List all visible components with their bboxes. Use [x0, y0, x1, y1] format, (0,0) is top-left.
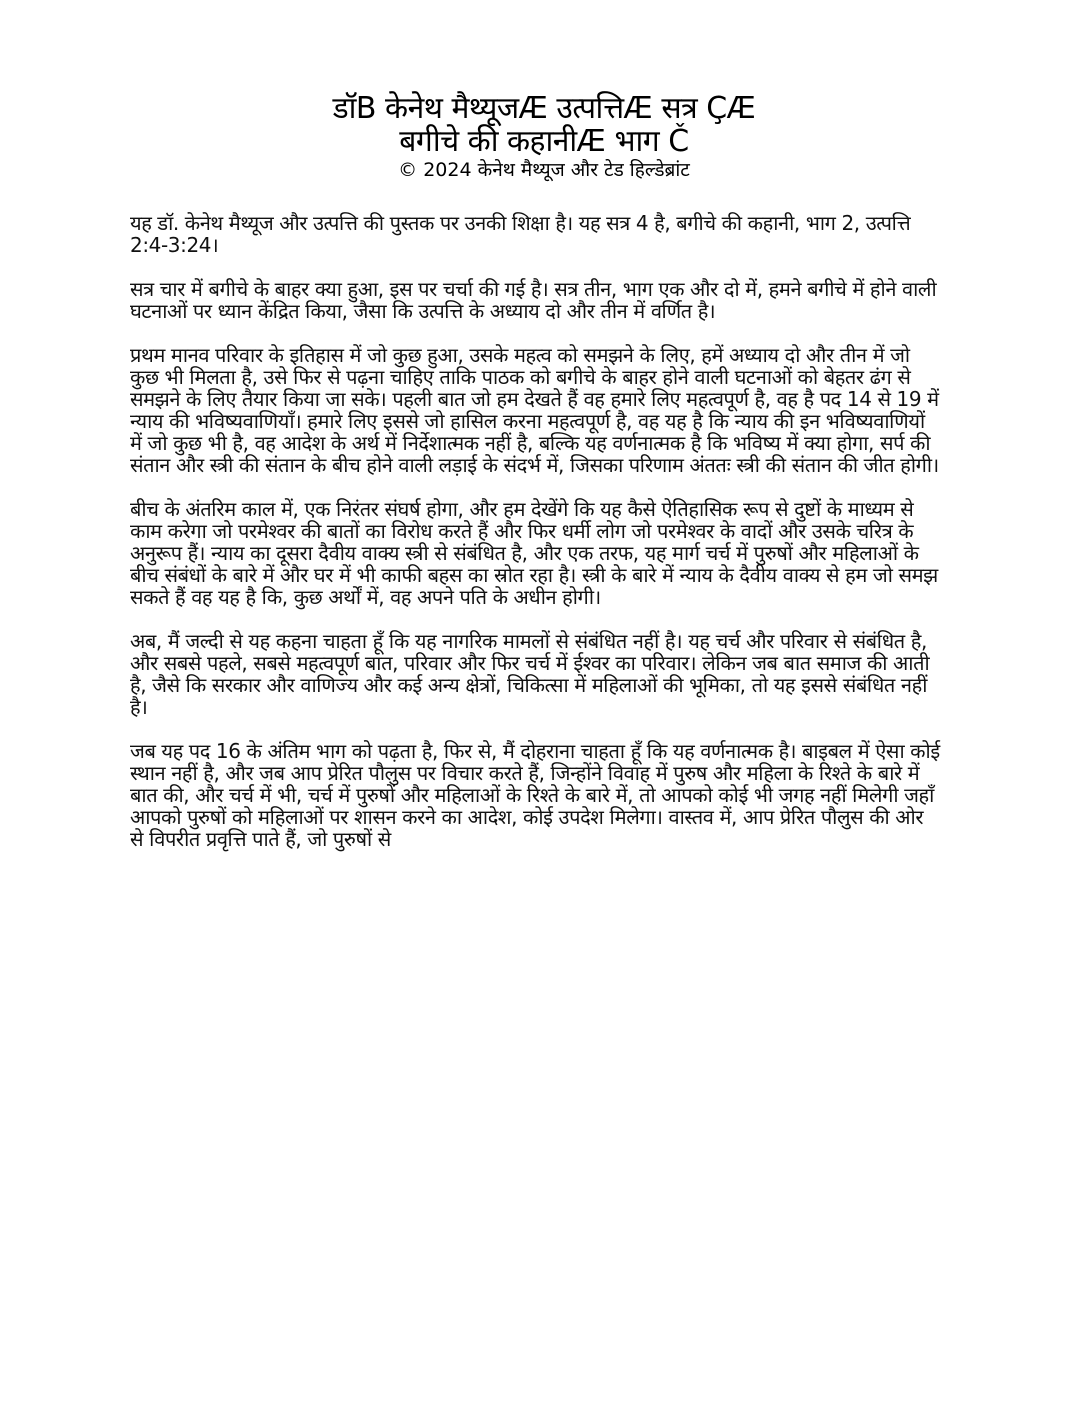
paragraph-interim-conflict: बीच के अंतरिम काल में, एक निरंतर संघर्ष होगा, और हम देखेंगे कि यह कैसे ऐतिहासिक रूप से दुष्टों के माध्यम से काम करेगा जो परमेश्वर की बातों का विरोध करते हैं और फिर धर्मी लोग जो परमेश्वर के वादों और उसके चरित्र के अनुरूप हैं। न्याय का दूसरा दैवीय वाक्य स्त्री से संबंधित है, और एक तरफ, यह मार्ग चर्च में पुरुषों और महिलाओं के बीच संबंधों के बारे में और घर में भी काफी बहस का स्रोत रहा है। स्त्री के बारे में न्याय के दैवीय वाक्य से हम जो समझ सकते हैं वह यह है कि, कुछ अर्थों में, वह अपने पति के अधीन होगी।: [130, 497, 938, 609]
paragraph-intro: यह डॉ. केनेथ मैथ्यूज और उत्पत्ति की पुस्तक पर उनकी शिक्षा है। यह सत्र 4 है, बगीचे की कहानी, भाग 2, उत्पत्ति 2:4-3:24।: [130, 211, 911, 257]
copyright-notice: © 2024 केनेथ मैथ्यूज और टेड हिल्डेब्रांट: [398, 159, 690, 181]
document-body: [130, 212, 942, 872]
document-title-line-2: बगीचे की कहानीÆ भाग Č: [399, 124, 689, 159]
title-block: [130, 92, 958, 182]
paragraph-civil-matters: अब, मैं जल्दी से यह कहना चाहता हूँ कि यह नागरिक मामलों से संबंधित नहीं है। यह चर्च और परिवार से संबंधित है, और सबसे पहले, सबसे महत्वपूर्ण बात, परिवार और फिर चर्च में ईश्वर का परिवार। लेकिन जब बात समाज की आती है, जैसे कि सरकार और वाणिज्य और कई अन्य क्षेत्रों, चिकित्सा में महिलाओं की भूमिका, तो यह इससे संबंधित नहीं है।: [130, 629, 930, 719]
paragraph-judgment-oracles: प्रथम मानव परिवार के इतिहास में जो कुछ हुआ, उसके महत्व को समझने के लिए, हमें अध्याय दो और तीन में जो कुछ भी मिलता है, उसे फिर से पढ़ना चाहिए ताकि पाठक को बगीचे के बाहर होने वाली घटनाओं को बेहतर ढंग से समझने के लिए तैयार किया जा सके। पहली बात जो हम देखते हैं वह हमारे लिए महत्वपूर्ण है, वह है पद 14 से 19 में न्याय की भविष्यवाणियाँ। हमारे लिए इससे जो हासिल करना महत्वपूर्ण है, वह यह है कि न्याय की इन भविष्यवाणियों में जो कुछ भी है, वह आदेश के अर्थ में निर्देशात्मक नहीं है, बल्कि यह वर्णनात्मक है कि भविष्य में क्या होगा, सर्प की संतान और स्त्री की संतान के बीच होने वाली लड़ाई के संदर्भ में, जिसका परिणाम अंततः स्त्री की संतान की जीत होगी।: [130, 343, 939, 477]
document-title-line-1: डॉB केनेथ मैथ्यूजÆ उत्पत्तिÆ सत्र ÇÆ: [332, 91, 756, 126]
paragraph-verse-16: जब यह पद 16 के अंतिम भाग को पढ़ता है, फिर से, मैं दोहराना चाहता हूँ कि यह वर्णनात्मक है। बाइबल में ऐसा कोई स्थान नहीं है, और जब आप प्रेरित पौलुस पर विचार करते हैं, जिन्होंने विवाह में पुरुष और महिला के रिश्ते के बारे में बात की, और चर्च में भी, चर्च में पुरुषों और महिलाओं के रिश्ते के बारे में, तो आपको कोई भी जगह नहीं मिलेगी जहाँ आपको पुरुषों को महिलाओं पर शासन करने का आदेश, कोई उपदेश मिलेगा। वास्तव में, आप प्रेरित पौलुस की ओर से विपरीत प्रवृत्ति पाते हैं, जो पुरुषों से: [130, 739, 940, 851]
paragraph-session-overview: सत्र चार में बगीचे के बाहर क्या हुआ, इस पर चर्चा की गई है। सत्र तीन, भाग एक और दो में, हमने बगीचे में होने वाली घटनाओं पर ध्यान केंद्रित किया, जैसा कि उत्पत्ति के अध्याय दो और तीन में वर्णित है।: [130, 277, 937, 323]
